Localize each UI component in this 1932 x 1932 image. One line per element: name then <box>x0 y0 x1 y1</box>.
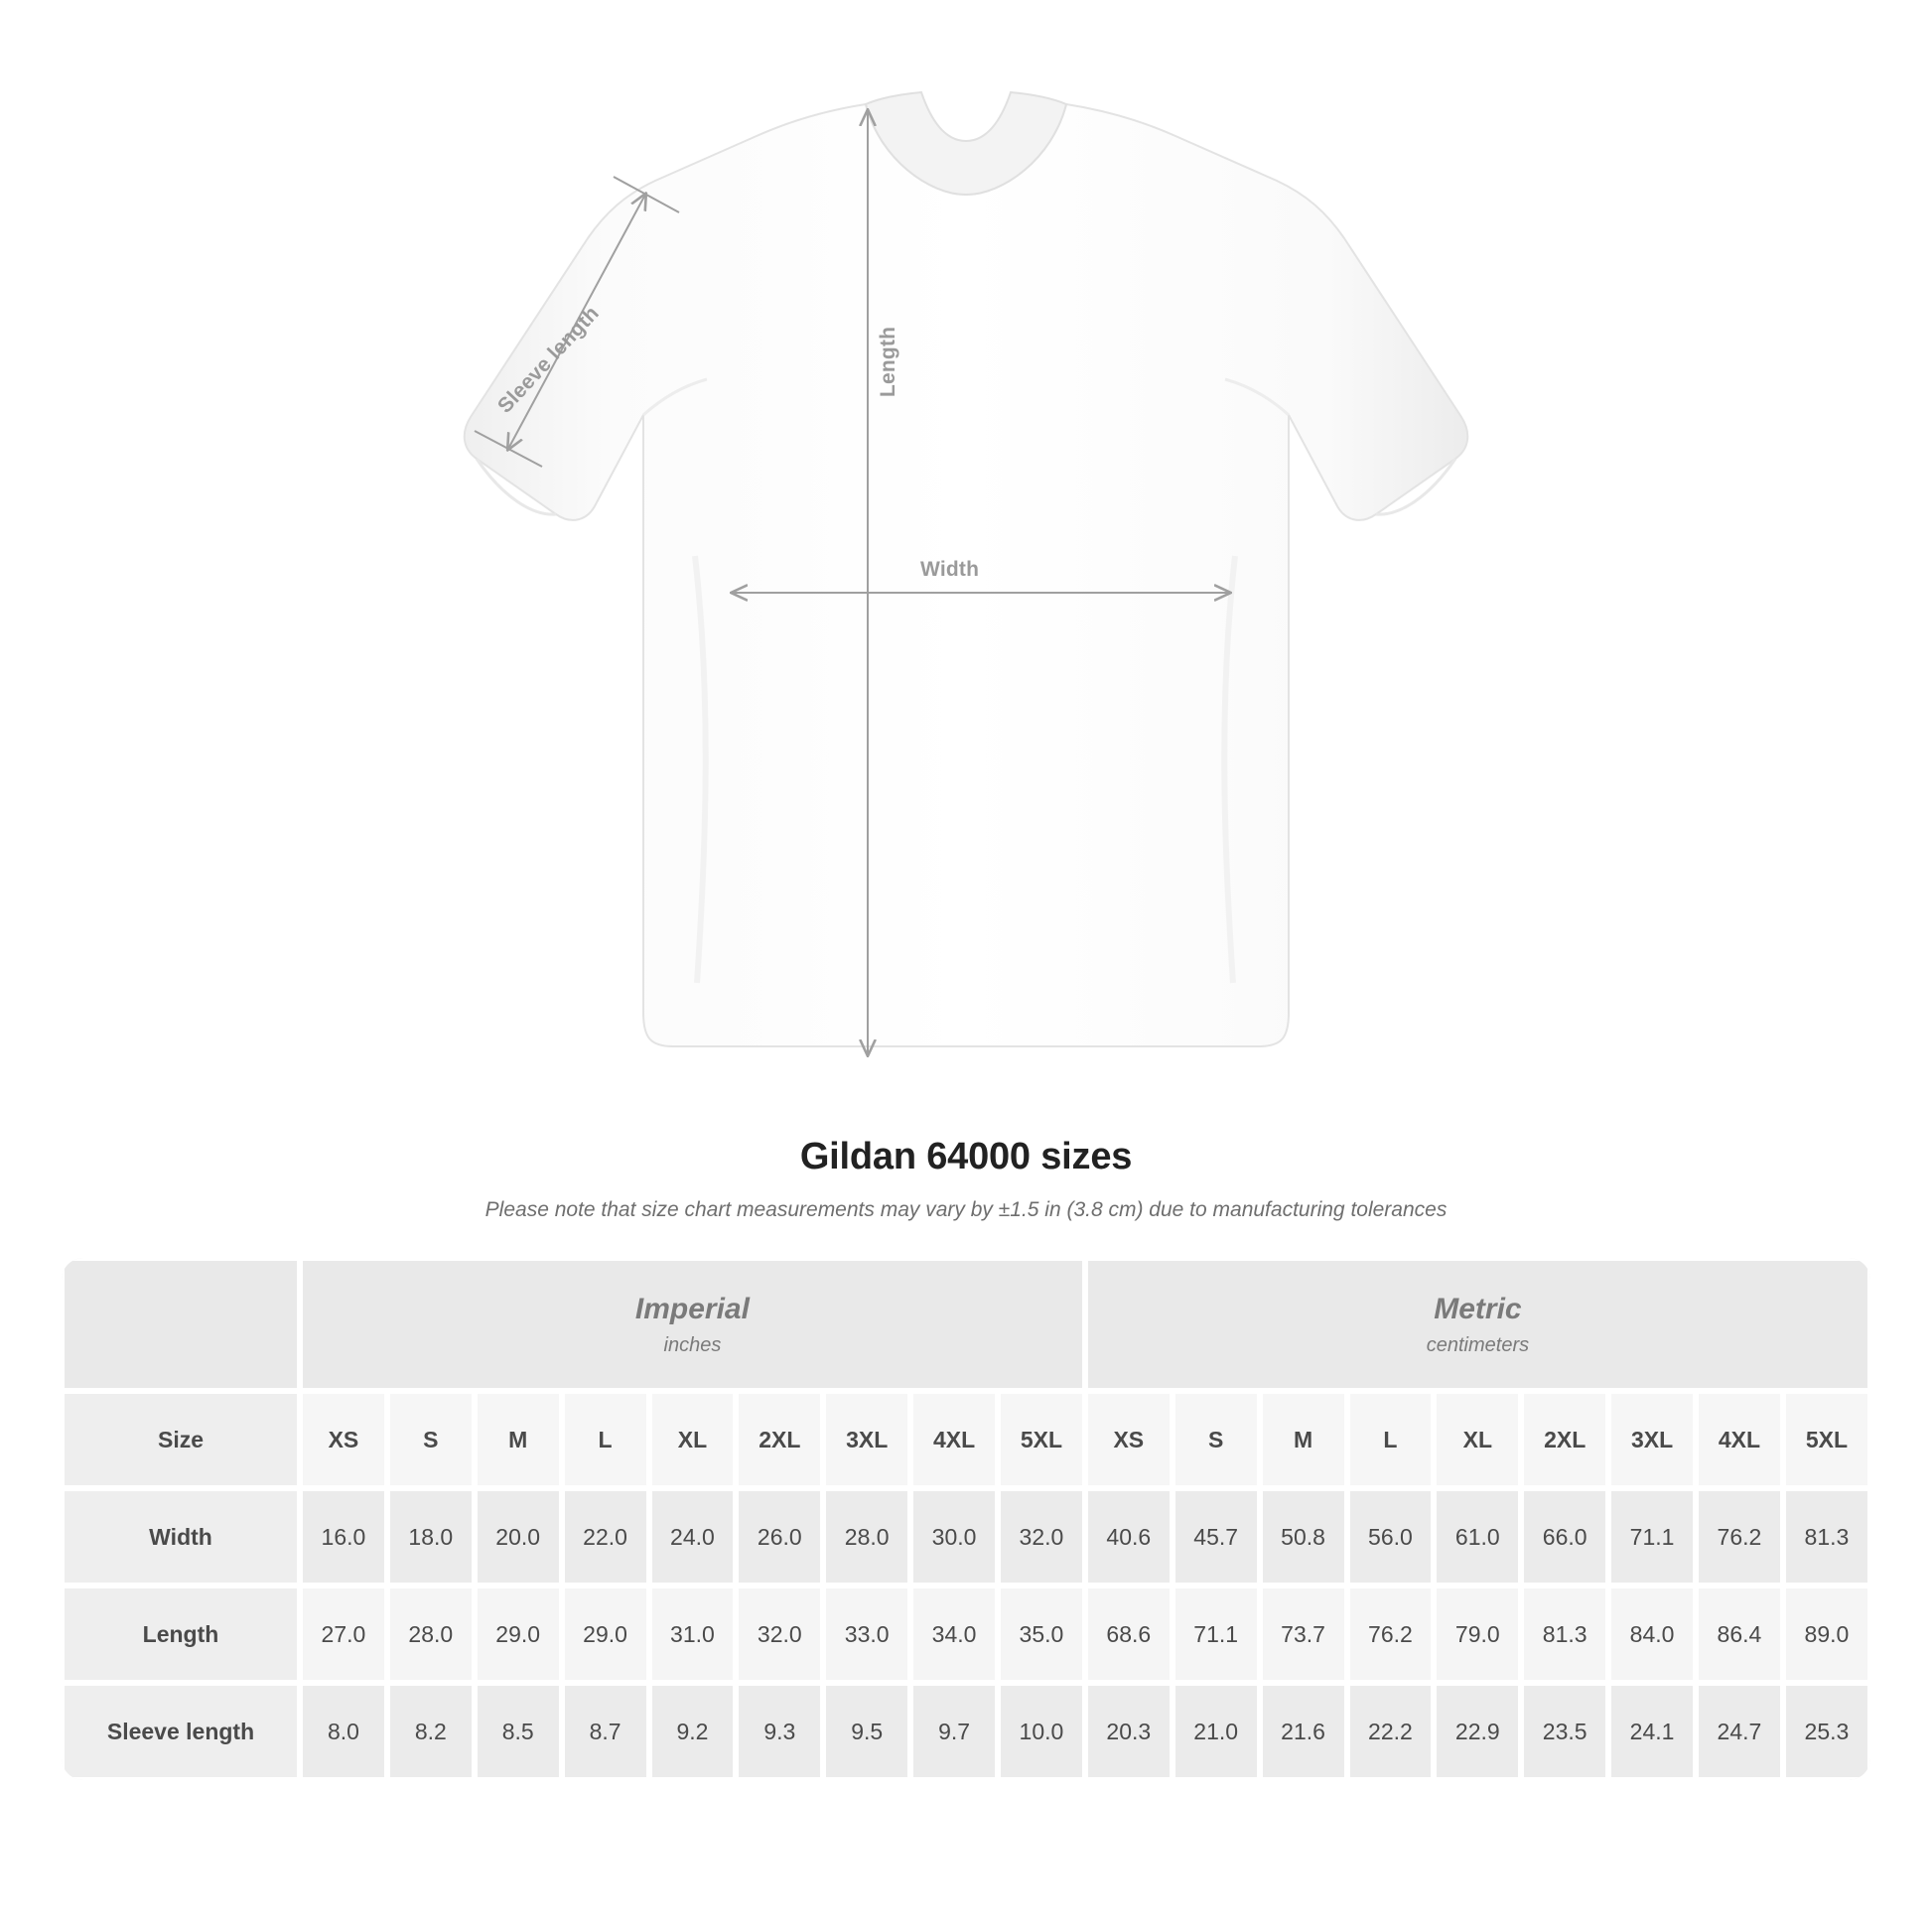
size-column-header: S <box>387 1391 475 1488</box>
cell-sleeve-length: 8.7 <box>562 1683 649 1780</box>
cell-length: 71.1 <box>1173 1586 1260 1683</box>
tolerance-note: Please note that size chart measurements may vary by ±1.5 in (3.8 cm) due to manufacturing tolerances <box>484 1198 1448 1221</box>
cell-length: 79.0 <box>1434 1586 1521 1683</box>
cell-sleeve-length: 23.5 <box>1521 1683 1608 1780</box>
size-column-header: XS <box>1085 1391 1173 1488</box>
size-column-header: L <box>1347 1391 1435 1488</box>
cell-length: 28.0 <box>387 1586 475 1683</box>
size-column-header: 3XL <box>1608 1391 1696 1488</box>
size-column-header: XL <box>649 1391 737 1488</box>
row-label-length: Length <box>62 1586 300 1683</box>
length-label: Length <box>877 326 899 397</box>
cell-length: 86.4 <box>1696 1586 1783 1683</box>
title-block <box>0 1136 1932 1222</box>
cell-width: 66.0 <box>1521 1488 1608 1586</box>
size-column-header: 5XL <box>1783 1391 1870 1488</box>
size-column-header: 2XL <box>1521 1391 1608 1488</box>
cell-width: 81.3 <box>1783 1488 1870 1586</box>
unit-group-row <box>62 1258 1870 1391</box>
cell-width: 50.8 <box>1260 1488 1347 1586</box>
cell-width: 28.0 <box>823 1488 910 1586</box>
size-header-row <box>62 1391 1870 1488</box>
cell-sleeve-length: 21.0 <box>1173 1683 1260 1780</box>
cell-sleeve-length: 10.0 <box>998 1683 1085 1780</box>
cell-sleeve-length: 9.3 <box>736 1683 823 1780</box>
unit-group-metric <box>1085 1258 1870 1391</box>
size-column-header: L <box>562 1391 649 1488</box>
page-title: Gildan 64000 sizes <box>799 1136 1133 1177</box>
size-column-header: XS <box>300 1391 387 1488</box>
cell-length: 81.3 <box>1521 1586 1608 1683</box>
cell-width: 61.0 <box>1434 1488 1521 1586</box>
unit-group-metric-name: Metric <box>1434 1292 1522 1325</box>
size-column-header: M <box>1260 1391 1347 1488</box>
size-column-header: M <box>475 1391 562 1488</box>
cell-sleeve-length: 22.9 <box>1434 1683 1521 1780</box>
size-column-header: XL <box>1434 1391 1521 1488</box>
cell-length: 34.0 <box>910 1586 998 1683</box>
table-row <box>62 1488 1870 1586</box>
cell-length: 35.0 <box>998 1586 1085 1683</box>
cell-sleeve-length: 9.7 <box>910 1683 998 1780</box>
size-table-head <box>62 1258 1870 1488</box>
cell-sleeve-length: 25.3 <box>1783 1683 1870 1780</box>
cell-length: 32.0 <box>736 1586 823 1683</box>
cell-length: 27.0 <box>300 1586 387 1683</box>
cell-width: 26.0 <box>736 1488 823 1586</box>
cell-width: 40.6 <box>1085 1488 1173 1586</box>
cell-length: 29.0 <box>562 1586 649 1683</box>
cell-width: 71.1 <box>1608 1488 1696 1586</box>
size-column-header: 4XL <box>1696 1391 1783 1488</box>
size-column-header: S <box>1173 1391 1260 1488</box>
cell-width: 16.0 <box>300 1488 387 1586</box>
cell-width: 45.7 <box>1173 1488 1260 1586</box>
unit-group-metric-unit: centimeters <box>1426 1333 1530 1356</box>
cell-width: 18.0 <box>387 1488 475 1586</box>
cell-sleeve-length: 24.7 <box>1696 1683 1783 1780</box>
cell-sleeve-length: 24.1 <box>1608 1683 1696 1780</box>
cell-width: 20.0 <box>475 1488 562 1586</box>
table-row <box>62 1586 1870 1683</box>
cell-width: 22.0 <box>562 1488 649 1586</box>
cell-width: 24.0 <box>649 1488 737 1586</box>
cell-sleeve-length: 20.3 <box>1085 1683 1173 1780</box>
size-column-header: 5XL <box>998 1391 1085 1488</box>
cell-width: 30.0 <box>910 1488 998 1586</box>
table-corner-cell <box>62 1258 300 1391</box>
cell-length: 29.0 <box>475 1586 562 1683</box>
unit-group-imperial-name: Imperial <box>634 1292 750 1325</box>
cell-length: 33.0 <box>823 1586 910 1683</box>
cell-sleeve-length: 8.2 <box>387 1683 475 1780</box>
cell-sleeve-length: 8.5 <box>475 1683 562 1780</box>
row-label-sleeve-length: Sleeve length <box>62 1683 300 1780</box>
cell-length: 31.0 <box>649 1586 737 1683</box>
row-header-label: Size <box>62 1391 300 1488</box>
size-table-wrapper <box>62 1258 1870 1780</box>
row-label-width: Width <box>62 1488 300 1586</box>
size-column-header: 3XL <box>823 1391 910 1488</box>
cell-sleeve-length: 8.0 <box>300 1683 387 1780</box>
cell-length: 89.0 <box>1783 1586 1870 1683</box>
cell-width: 76.2 <box>1696 1488 1783 1586</box>
cell-sleeve-length: 9.5 <box>823 1683 910 1780</box>
cell-sleeve-length: 21.6 <box>1260 1683 1347 1780</box>
size-column-header: 4XL <box>910 1391 998 1488</box>
unit-group-imperial-unit: inches <box>663 1333 722 1356</box>
size-table-body <box>62 1488 1870 1780</box>
size-table <box>62 1258 1870 1780</box>
cell-width: 56.0 <box>1347 1488 1435 1586</box>
sleeve-length-label: Sleeve length <box>493 302 604 418</box>
cell-length: 76.2 <box>1347 1586 1435 1683</box>
cell-length: 84.0 <box>1608 1586 1696 1683</box>
cell-sleeve-length: 22.2 <box>1347 1683 1435 1780</box>
cell-length: 68.6 <box>1085 1586 1173 1683</box>
size-column-header: 2XL <box>736 1391 823 1488</box>
width-label: Width <box>920 558 980 581</box>
unit-group-imperial <box>300 1258 1085 1391</box>
table-row <box>62 1683 1870 1780</box>
cell-sleeve-length: 9.2 <box>649 1683 737 1780</box>
cell-width: 32.0 <box>998 1488 1085 1586</box>
cell-length: 73.7 <box>1260 1586 1347 1683</box>
